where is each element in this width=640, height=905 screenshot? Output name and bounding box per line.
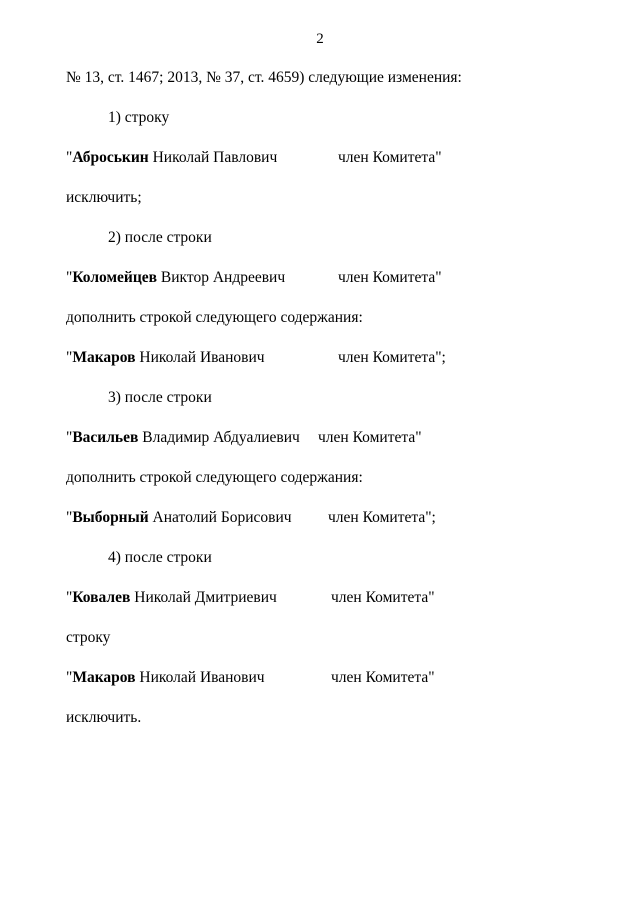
entry-given: Николай Иванович — [135, 349, 265, 366]
entry-surname: Васильев — [72, 429, 139, 446]
paragraph-supplement-1: дополнить строкой следующего содержания: — [66, 309, 363, 326]
entry-quote: " — [66, 269, 73, 286]
entry-given: Владимир Абдуалиевич — [138, 429, 300, 446]
entry-surname: Макаров — [72, 669, 136, 686]
paragraph-exclude-1: исключить; — [66, 189, 142, 206]
paragraph-item-2: 2) после строки — [108, 229, 212, 246]
entry-quote: " — [66, 589, 73, 606]
document-body — [66, 68, 574, 748]
paragraph-exclude-2: исключить. — [66, 709, 142, 726]
entry-role: член Комитета" — [338, 269, 442, 286]
entry-given: Николай Иванович — [135, 669, 265, 686]
entry-given: Николай Павлович — [148, 149, 278, 166]
entry-role: член Комитета" — [318, 429, 422, 446]
entry-name — [66, 508, 328, 527]
list-entry — [66, 268, 574, 287]
entry-quote: " — [66, 669, 73, 686]
paragraph-supplement-2: дополнить строкой следующего содержания: — [66, 469, 363, 486]
paragraph-intro: № 13, ст. 1467; 2013, № 37, ст. 4659) следующие изменения: — [66, 69, 462, 86]
list-entry — [66, 668, 574, 687]
entry-role: член Комитета"; — [328, 509, 436, 526]
entry-surname: Выборный — [72, 509, 149, 526]
entry-name — [66, 588, 331, 607]
list-entry — [66, 508, 574, 527]
entry-quote: " — [66, 149, 73, 166]
entry-name — [66, 148, 338, 167]
entry-role: член Комитета" — [331, 589, 435, 606]
paragraph-item-1: 1) строку — [108, 109, 170, 126]
entry-role: член Комитета" — [331, 669, 435, 686]
paragraph-stroku: строку — [66, 629, 111, 646]
page-number: 2 — [316, 31, 324, 47]
list-entry — [66, 588, 574, 607]
list-entry — [66, 348, 574, 367]
entry-role: член Комитета" — [338, 149, 442, 166]
entry-name — [66, 668, 331, 687]
entry-name — [66, 428, 318, 447]
entry-name — [66, 348, 338, 367]
entry-surname: Коломейцев — [72, 269, 158, 286]
entry-role: член Комитета"; — [338, 349, 446, 366]
entry-given: Анатолий Борисович — [148, 509, 292, 526]
entry-surname: Макаров — [72, 349, 136, 366]
entry-given: Николай Дмитриевич — [130, 589, 277, 606]
entry-given: Виктор Андреевич — [157, 269, 286, 286]
entry-quote: " — [66, 349, 73, 366]
entry-surname: Ковалев — [72, 589, 131, 606]
entry-name — [66, 268, 338, 287]
paragraph-item-4: 4) после строки — [108, 549, 212, 566]
entry-quote: " — [66, 429, 73, 446]
entry-surname: Аброськин — [72, 149, 149, 166]
paragraph-item-3: 3) после строки — [108, 389, 212, 406]
list-entry — [66, 148, 574, 167]
list-entry — [66, 428, 574, 447]
entry-quote: " — [66, 509, 73, 526]
